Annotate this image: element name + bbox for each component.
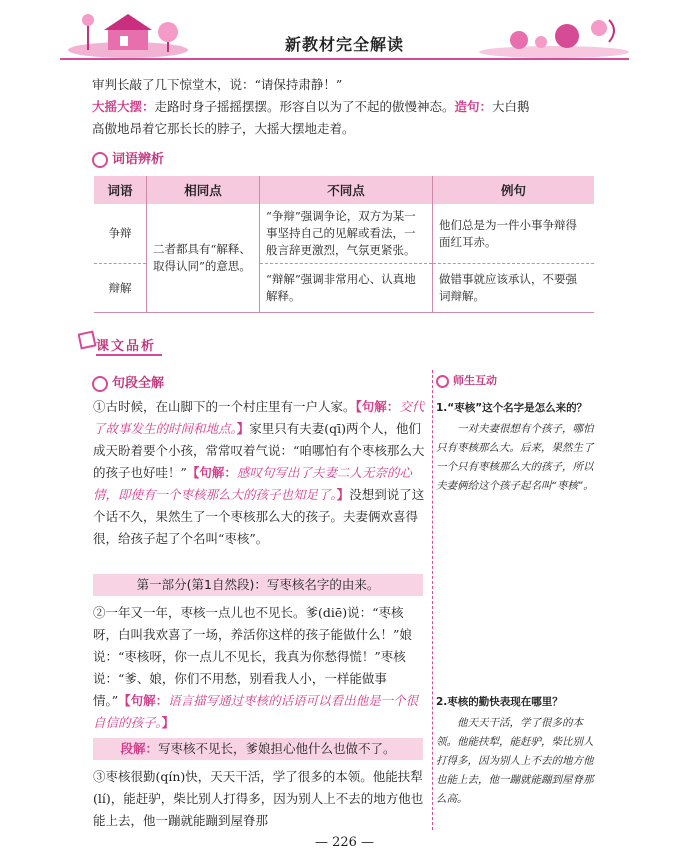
word-cell: 辩解 [108, 280, 132, 295]
page-header [0, 0, 689, 68]
example-cell: 做错事就应该承认，不要强词辩解。 [433, 264, 595, 313]
interaction-title [436, 372, 497, 388]
summary-text: 写枣核不见长，爹娘担心他什么也做不了。 [158, 741, 396, 756]
col-header-word: 词语 [94, 176, 147, 204]
lesson-title: 课文品析 [96, 335, 162, 356]
para1-text-a: ①古时候，在山脚下的一个村庄里有一户人家。 [93, 399, 356, 414]
example-label: 造句： [454, 99, 493, 114]
note-label: 【句解： [186, 465, 237, 480]
summary-label: 段解： [120, 741, 158, 756]
magnifier-icon [92, 152, 108, 168]
paragraph-2 [93, 602, 425, 734]
paragraph-title-text: 句段全解 [112, 376, 165, 391]
vocab-table [94, 176, 594, 313]
para2-text: ②一年又一年，枣核一点儿也不见长。爹(diē)说：“枣核呀，白叫我欢喜了一场，养活你这样的孩子能做什么！”娘说：“枣核呀，你一点儿不见长，我真为你愁得慌！”枣核说：“爹、娘，你们不用愁，别看我人小，一样能做事情。” [93, 605, 412, 708]
continued-text: 审判长敲了几下惊堂木，说：“请保持肃静！” [92, 77, 343, 92]
paragraph-section-title [92, 372, 164, 392]
example-text: 大白鹅 [492, 99, 530, 114]
notebook-icon [78, 330, 98, 350]
note-end: 】 [336, 487, 350, 502]
note-text: 语言描写通过枣核的话语可以看出他是一个很自信的孩子。 [93, 693, 419, 730]
note-text: 感叹句写出了夫妻二人无奈的心情，即使有一个枣核那么大的孩子也知足了。 [93, 465, 412, 502]
term-definition: 走路时身子摇摇摆摆。形容自以为了不起的傲慢神态。 [154, 99, 455, 114]
paragraph-3: ③枣核很勤(qín)快，天天干活，学了很多的本领。他能扶犁(lí)，能赶驴，柴比别人打得多，因为别人上不去的地方他也能上去，他一蹦就能蹦到屋脊那 [93, 769, 424, 828]
vocab-title-text: 词语辨析 [112, 152, 165, 167]
interaction-title-text: 师生互动 [453, 374, 497, 387]
same-cell: 二者都具有“解释、取得认同”的意思。 [147, 204, 260, 313]
question-2: 2.枣核的勤快表现在哪里？ [436, 696, 563, 708]
note-label: 【句解： [118, 693, 169, 708]
col-header-same: 相同点 [147, 176, 260, 204]
paragraph-1 [93, 396, 425, 550]
note-label: 【句解： [355, 399, 400, 414]
term-label: 大摇大摆： [92, 99, 155, 114]
col-header-example: 例句 [433, 176, 595, 204]
note-end: 】 [236, 421, 250, 436]
diff-cell: “争辩”强调争论，双方为某一事坚持自己的见解或看法，一般言辞更激烈，气氛更紧张。 [260, 204, 433, 264]
header-rule [60, 58, 629, 60]
col-header-diff: 不同点 [260, 176, 433, 204]
table-row [94, 204, 594, 264]
para1-text-c: 没想到说了这个话不久，果然生了一个枣核那么大的孩子。夫妻俩欢喜得很，给孩子起了个名叫“枣核”。 [93, 487, 425, 546]
answer-2: 他天天干活，学了很多的本领。他能扶犁，能赶驴，柴比别人打得多，因为别人上不去的地方他也能上去，他一蹦就能蹦到屋脊那么高。 [436, 717, 594, 805]
diff-cell: “辩解”强调非常用心、认真地解释。 [260, 264, 433, 313]
example-cell: 他们总是为一件小事争辩得面红耳赤。 [433, 204, 595, 264]
paragraph-summary-band [93, 738, 423, 760]
para1-text-b: 家里只有夫妻(qī)两个人，他们成天盼着要个小孩，常常叹着气说：“咱哪怕有个枣核那么大的孩子也好哇！” [93, 421, 425, 480]
term-entry [92, 96, 602, 118]
book-title: 新教材完全解读 [284, 35, 404, 54]
example-continued: 高傲地昂着它那长长的脖子，大摇大摆地走着。 [92, 121, 355, 136]
note-text: 交代了故事发生的时间和地点。 [93, 399, 425, 436]
section-summary-band: 第一部分(第1自然段)：写枣核名字的由来。 [93, 574, 423, 596]
question-1: 1.“枣核”这个名字是怎么来的？ [436, 402, 588, 414]
magnifier-icon [92, 376, 108, 392]
word-cell: 争辩 [94, 204, 147, 264]
magnifier-icon [436, 375, 449, 388]
vocab-section-title [92, 148, 164, 168]
answer-1: 一对夫妻很想有个孩子，哪怕只有枣核那么大。后来，果然生了一个只有枣核那么大的孩子，所以夫妻俩给这个孩子起名叫“枣核”。 [436, 423, 594, 492]
note-end: 】 [161, 715, 175, 730]
page-number: — 226 — [314, 835, 375, 850]
